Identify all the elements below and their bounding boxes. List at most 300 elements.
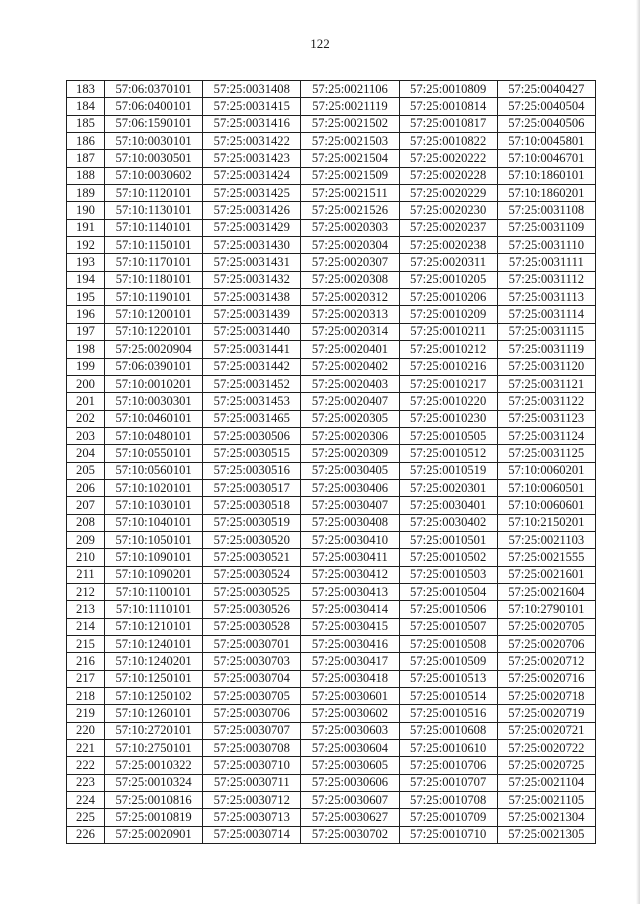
table-row xyxy=(67,306,596,323)
row-number-cell: 183 xyxy=(67,81,105,98)
cadastral-number-cell: 57:25:0010212 xyxy=(399,341,497,358)
cadastral-number-cell: 57:25:0020305 xyxy=(301,410,399,427)
row-number-cell: 222 xyxy=(67,757,105,774)
cadastral-number-cell: 57:25:0030406 xyxy=(301,479,399,496)
cadastral-number-cell: 57:10:1240101 xyxy=(105,636,203,653)
cadastral-number-cell: 57:25:0010512 xyxy=(399,445,497,462)
cadastral-number-cell: 57:25:0031425 xyxy=(203,185,301,202)
cadastral-number-cell: 57:25:0010216 xyxy=(399,358,497,375)
table-row xyxy=(67,531,596,548)
cadastral-number-cell: 57:25:0021526 xyxy=(301,202,399,219)
cadastral-number-cell: 57:25:0031125 xyxy=(497,445,595,462)
cadastral-number-cell: 57:25:0020222 xyxy=(399,150,497,167)
cadastral-number-cell: 57:25:0020303 xyxy=(301,219,399,236)
cadastral-number-cell: 57:25:0030604 xyxy=(301,740,399,757)
cadastral-number-cell: 57:25:0030515 xyxy=(203,445,301,462)
cadastral-number-cell: 57:25:0030405 xyxy=(301,462,399,479)
cadastral-number-cell: 57:25:0020716 xyxy=(497,670,595,687)
cadastral-number-cell: 57:25:0031120 xyxy=(497,358,595,375)
table-row xyxy=(67,81,596,98)
cadastral-number-cell: 57:25:0030408 xyxy=(301,514,399,531)
cadastral-number-cell: 57:10:1190101 xyxy=(105,289,203,306)
row-number-cell: 218 xyxy=(67,688,105,705)
cadastral-number-cell: 57:25:0010610 xyxy=(399,740,497,757)
cadastral-number-cell: 57:25:0030414 xyxy=(301,601,399,618)
cadastral-number-cell: 57:25:0031123 xyxy=(497,410,595,427)
cadastral-number-cell: 57:25:0030415 xyxy=(301,618,399,635)
cadastral-number-cell: 57:25:0020719 xyxy=(497,705,595,722)
cadastral-number-cell: 57:25:0031110 xyxy=(497,237,595,254)
row-number-cell: 225 xyxy=(67,809,105,826)
cadastral-number-cell: 57:25:0010508 xyxy=(399,636,497,653)
table-row xyxy=(67,636,596,653)
cadastral-number-cell: 57:06:0370101 xyxy=(105,81,203,98)
cadastral-number-cell: 57:25:0031113 xyxy=(497,289,595,306)
cadastral-number-cell: 57:25:0031115 xyxy=(497,323,595,340)
cadastral-number-cell: 57:10:0010201 xyxy=(105,375,203,392)
cadastral-number-cell: 57:25:0030712 xyxy=(203,792,301,809)
cadastral-number-cell: 57:10:0030501 xyxy=(105,150,203,167)
cadastral-number-cell: 57:25:0020312 xyxy=(301,289,399,306)
cadastral-number-cell: 57:10:1110101 xyxy=(105,601,203,618)
cadastral-number-cell: 57:25:0021106 xyxy=(301,81,399,98)
cadastral-number-cell: 57:25:0031442 xyxy=(203,358,301,375)
cadastral-number-cell: 57:25:0030506 xyxy=(203,427,301,444)
cadastral-number-cell: 57:10:1140101 xyxy=(105,219,203,236)
cadastral-number-cell: 57:25:0020725 xyxy=(497,757,595,774)
row-number-cell: 189 xyxy=(67,185,105,202)
cadastral-number-cell: 57:25:0030703 xyxy=(203,653,301,670)
cadastral-number-cell: 57:25:0031416 xyxy=(203,115,301,132)
cadastral-number-cell: 57:25:0020313 xyxy=(301,306,399,323)
cadastral-number-cell: 57:25:0010814 xyxy=(399,98,497,115)
cadastral-number-cell: 57:25:0020301 xyxy=(399,479,497,496)
cadastral-number-cell: 57:25:0010519 xyxy=(399,462,497,479)
table-row xyxy=(67,393,596,410)
cadastral-number-cell: 57:25:0030401 xyxy=(399,497,497,514)
cadastral-number-cell: 57:10:1100101 xyxy=(105,583,203,600)
table-row xyxy=(67,410,596,427)
cadastral-number-cell: 57:10:1120101 xyxy=(105,185,203,202)
table-row xyxy=(67,479,596,496)
cadastral-number-cell: 57:10:0480101 xyxy=(105,427,203,444)
table-row xyxy=(67,323,596,340)
cadastral-number-cell: 57:25:0021604 xyxy=(497,583,595,600)
cadastral-number-cell: 57:25:0031112 xyxy=(497,271,595,288)
table-row xyxy=(67,237,596,254)
row-number-cell: 206 xyxy=(67,479,105,496)
cadastral-number-cell: 57:25:0031431 xyxy=(203,254,301,271)
cadastral-number-cell: 57:25:0020237 xyxy=(399,219,497,236)
row-number-cell: 205 xyxy=(67,462,105,479)
cadastral-number-cell: 57:25:0020309 xyxy=(301,445,399,462)
scan-edge-shadow xyxy=(636,0,640,904)
cadastral-number-cell: 57:25:0010507 xyxy=(399,618,497,635)
cadastral-number-cell: 57:25:0030606 xyxy=(301,774,399,791)
cadastral-number-cell: 57:25:0031415 xyxy=(203,98,301,115)
cadastral-number-cell: 57:25:0010505 xyxy=(399,427,497,444)
cadastral-number-cell: 57:25:0030524 xyxy=(203,566,301,583)
row-number-cell: 216 xyxy=(67,653,105,670)
cadastral-number-cell: 57:25:0030410 xyxy=(301,531,399,548)
cadastral-number-cell: 57:25:0020311 xyxy=(399,254,497,271)
cadastral-number-cell: 57:10:0550101 xyxy=(105,445,203,462)
cadastral-number-cell: 57:10:0030301 xyxy=(105,393,203,410)
cadastral-number-cell: 57:25:0031424 xyxy=(203,167,301,184)
table-row xyxy=(67,375,596,392)
cadastral-number-cell: 57:10:1260101 xyxy=(105,705,203,722)
cadastral-number-cell: 57:06:0400101 xyxy=(105,98,203,115)
table-row xyxy=(67,514,596,531)
cadastral-number-cell: 57:25:0010707 xyxy=(399,774,497,791)
cadastral-number-cell: 57:25:0030417 xyxy=(301,653,399,670)
cadastral-number-cell: 57:25:0020705 xyxy=(497,618,595,635)
row-number-cell: 199 xyxy=(67,358,105,375)
cadastral-number-cell: 57:25:0030402 xyxy=(399,514,497,531)
cadastral-number-cell: 57:25:0031465 xyxy=(203,410,301,427)
row-number-cell: 224 xyxy=(67,792,105,809)
table-row xyxy=(67,289,596,306)
table-row xyxy=(67,705,596,722)
cadastral-number-cell: 57:25:0020706 xyxy=(497,636,595,653)
row-number-cell: 207 xyxy=(67,497,105,514)
row-number-cell: 211 xyxy=(67,566,105,583)
row-number-cell: 186 xyxy=(67,133,105,150)
row-number-cell: 203 xyxy=(67,427,105,444)
cadastral-number-cell: 57:25:0031452 xyxy=(203,375,301,392)
cadastral-number-cell: 57:25:0010230 xyxy=(399,410,497,427)
cadastral-number-cell: 57:25:0030603 xyxy=(301,722,399,739)
cadastral-number-cell: 57:25:0030516 xyxy=(203,462,301,479)
cadastral-number-cell: 57:25:0021509 xyxy=(301,167,399,184)
cadastral-number-cell: 57:10:1050101 xyxy=(105,531,203,548)
cadastral-number-cell: 57:06:0390101 xyxy=(105,358,203,375)
cadastral-number-cell: 57:10:1250102 xyxy=(105,688,203,705)
cadastral-number-cell: 57:25:0031438 xyxy=(203,289,301,306)
cadastral-number-cell: 57:25:0030705 xyxy=(203,688,301,705)
row-number-cell: 221 xyxy=(67,740,105,757)
row-number-cell: 212 xyxy=(67,583,105,600)
cadastral-number-cell: 57:25:0030407 xyxy=(301,497,399,514)
cadastral-number-cell: 57:25:0030701 xyxy=(203,636,301,653)
cadastral-number-cell: 57:25:0031430 xyxy=(203,237,301,254)
cadastral-number-cell: 57:25:0031119 xyxy=(497,341,595,358)
cadastral-number-cell: 57:25:0010817 xyxy=(399,115,497,132)
row-number-cell: 202 xyxy=(67,410,105,427)
table-row xyxy=(67,167,596,184)
row-number-cell: 197 xyxy=(67,323,105,340)
cadastral-number-cell: 57:25:0010324 xyxy=(105,774,203,791)
row-number-cell: 204 xyxy=(67,445,105,462)
cadastral-number-cell: 57:25:0030707 xyxy=(203,722,301,739)
cadastral-number-cell: 57:25:0010513 xyxy=(399,670,497,687)
cadastral-number-cell: 57:10:1210101 xyxy=(105,618,203,635)
table-row xyxy=(67,358,596,375)
cadastral-number-cell: 57:10:0030101 xyxy=(105,133,203,150)
table-row xyxy=(67,254,596,271)
cadastral-number-cell: 57:25:0020402 xyxy=(301,358,399,375)
table-row xyxy=(67,271,596,288)
cadastral-number-cell: 57:25:0010220 xyxy=(399,393,497,410)
row-number-cell: 185 xyxy=(67,115,105,132)
cadastral-number-cell: 57:25:0030418 xyxy=(301,670,399,687)
table-row xyxy=(67,757,596,774)
cadastral-number-cell: 57:25:0021555 xyxy=(497,549,595,566)
table-row xyxy=(67,722,596,739)
row-number-cell: 217 xyxy=(67,670,105,687)
cadastral-number-cell: 57:25:0031124 xyxy=(497,427,595,444)
cadastral-number-cell: 57:10:0030602 xyxy=(105,167,203,184)
row-number-cell: 194 xyxy=(67,271,105,288)
cadastral-number-cell: 57:25:0031432 xyxy=(203,271,301,288)
cadastral-number-cell: 57:25:0010504 xyxy=(399,583,497,600)
table-row xyxy=(67,341,596,358)
cadastral-number-cell: 57:10:1130101 xyxy=(105,202,203,219)
table-row xyxy=(67,774,596,791)
cadastral-number-cell: 57:25:0010819 xyxy=(105,809,203,826)
cadastral-number-cell: 57:25:0030413 xyxy=(301,583,399,600)
cadastral-number-cell: 57:25:0030605 xyxy=(301,757,399,774)
cadastral-number-cell: 57:25:0010608 xyxy=(399,722,497,739)
row-number-cell: 192 xyxy=(67,237,105,254)
cadastral-number-cell: 57:25:0031429 xyxy=(203,219,301,236)
cadastral-number-cell: 57:25:0010809 xyxy=(399,81,497,98)
table-row xyxy=(67,670,596,687)
cadastral-number-cell: 57:25:0020901 xyxy=(105,826,203,843)
table-row xyxy=(67,462,596,479)
row-number-cell: 208 xyxy=(67,514,105,531)
cadastral-number-cell: 57:25:0020304 xyxy=(301,237,399,254)
cadastral-number-cell: 57:10:1860201 xyxy=(497,185,595,202)
cadastral-number-cell: 57:25:0010501 xyxy=(399,531,497,548)
cadastral-number-cell: 57:25:0020228 xyxy=(399,167,497,184)
cadastral-number-cell: 57:25:0021104 xyxy=(497,774,595,791)
cadastral-number-cell: 57:25:0031122 xyxy=(497,393,595,410)
cadastral-number-cell: 57:25:0031111 xyxy=(497,254,595,271)
cadastral-number-cell: 57:25:0030711 xyxy=(203,774,301,791)
cadastral-number-cell: 57:25:0010709 xyxy=(399,809,497,826)
cadastral-number-cell: 57:25:0020904 xyxy=(105,341,203,358)
table-row xyxy=(67,618,596,635)
row-number-cell: 213 xyxy=(67,601,105,618)
table-row xyxy=(67,497,596,514)
table-row xyxy=(67,202,596,219)
table-row xyxy=(67,150,596,167)
cadastral-number-cell: 57:25:0030602 xyxy=(301,705,399,722)
table-row xyxy=(67,792,596,809)
cadastral-number-cell: 57:25:0010209 xyxy=(399,306,497,323)
table-row xyxy=(67,583,596,600)
cadastral-number-cell: 57:25:0030706 xyxy=(203,705,301,722)
row-number-cell: 188 xyxy=(67,167,105,184)
cadastral-number-cell: 57:25:0020314 xyxy=(301,323,399,340)
cadastral-number-cell: 57:10:1150101 xyxy=(105,237,203,254)
row-number-cell: 200 xyxy=(67,375,105,392)
cadastral-number-cell: 57:25:0030525 xyxy=(203,583,301,600)
cadastral-number-cell: 57:25:0031114 xyxy=(497,306,595,323)
table-row xyxy=(67,601,596,618)
cadastral-number-cell: 57:10:2720101 xyxy=(105,722,203,739)
cadastral-number-cell: 57:10:0560101 xyxy=(105,462,203,479)
cadastral-number-cell: 57:25:0031408 xyxy=(203,81,301,98)
row-number-cell: 187 xyxy=(67,150,105,167)
row-number-cell: 191 xyxy=(67,219,105,236)
cadastral-number-cell: 57:25:0030528 xyxy=(203,618,301,635)
table-row xyxy=(67,826,596,843)
cadastral-number-cell: 57:25:0010502 xyxy=(399,549,497,566)
table-body xyxy=(67,81,596,844)
cadastral-number-cell: 57:10:1220101 xyxy=(105,323,203,340)
cadastral-number-cell: 57:25:0030521 xyxy=(203,549,301,566)
cadastral-number-cell: 57:10:1240201 xyxy=(105,653,203,670)
cadastral-number-cell: 57:25:0030702 xyxy=(301,826,399,843)
cadastral-number-cell: 57:25:0040427 xyxy=(497,81,595,98)
cadastral-number-cell: 57:25:0030518 xyxy=(203,497,301,514)
cadastral-number-cell: 57:10:1860101 xyxy=(497,167,595,184)
cadastral-number-cell: 57:10:2790101 xyxy=(497,601,595,618)
row-number-cell: 214 xyxy=(67,618,105,635)
cadastral-number-cell: 57:25:0031108 xyxy=(497,202,595,219)
cadastral-number-cell: 57:10:1200101 xyxy=(105,306,203,323)
cadastral-number-cell: 57:06:1590101 xyxy=(105,115,203,132)
cadastral-number-cell: 57:10:0060201 xyxy=(497,462,595,479)
cadastral-number-cell: 57:25:0010211 xyxy=(399,323,497,340)
table-row xyxy=(67,133,596,150)
cadastral-number-cell: 57:25:0031109 xyxy=(497,219,595,236)
cadastral-number-cell: 57:25:0021304 xyxy=(497,809,595,826)
cadastral-number-cell: 57:25:0040506 xyxy=(497,115,595,132)
cadastral-number-cell: 57:25:0030627 xyxy=(301,809,399,826)
cadastral-number-cell: 57:25:0031439 xyxy=(203,306,301,323)
cadastral-number-cell: 57:25:0020401 xyxy=(301,341,399,358)
cadastral-number-cell: 57:10:2750101 xyxy=(105,740,203,757)
row-number-cell: 196 xyxy=(67,306,105,323)
cadastral-number-cell: 57:25:0030412 xyxy=(301,566,399,583)
cadastral-number-cell: 57:25:0020306 xyxy=(301,427,399,444)
cadastral-number-cell: 57:25:0030411 xyxy=(301,549,399,566)
cadastral-number-cell: 57:25:0010205 xyxy=(399,271,497,288)
cadastral-number-cell: 57:25:0031423 xyxy=(203,150,301,167)
page-number: 122 xyxy=(310,36,330,51)
row-number-cell: 226 xyxy=(67,826,105,843)
cadastral-table-container xyxy=(66,80,595,844)
cadastral-number-cell: 57:25:0030713 xyxy=(203,809,301,826)
cadastral-number-cell: 57:25:0010509 xyxy=(399,653,497,670)
cadastral-number-cell: 57:25:0010816 xyxy=(105,792,203,809)
table-row xyxy=(67,566,596,583)
cadastral-number-cell: 57:25:0010516 xyxy=(399,705,497,722)
row-number-cell: 190 xyxy=(67,202,105,219)
cadastral-number-cell: 57:10:1180101 xyxy=(105,271,203,288)
cadastral-number-cell: 57:25:0020308 xyxy=(301,271,399,288)
row-number-cell: 201 xyxy=(67,393,105,410)
row-number-cell: 219 xyxy=(67,705,105,722)
cadastral-number-cell: 57:25:0020721 xyxy=(497,722,595,739)
cadastral-number-cell: 57:10:0060601 xyxy=(497,497,595,514)
cadastral-number-cell: 57:10:1170101 xyxy=(105,254,203,271)
cadastral-number-cell: 57:25:0020230 xyxy=(399,202,497,219)
cadastral-number-cell: 57:25:0031426 xyxy=(203,202,301,219)
cadastral-number-cell: 57:25:0030714 xyxy=(203,826,301,843)
cadastral-number-cell: 57:25:0030517 xyxy=(203,479,301,496)
cadastral-number-cell: 57:25:0020718 xyxy=(497,688,595,705)
row-number-cell: 210 xyxy=(67,549,105,566)
table-row xyxy=(67,740,596,757)
table-row xyxy=(67,809,596,826)
table-row xyxy=(67,688,596,705)
cadastral-number-cell: 57:10:0046701 xyxy=(497,150,595,167)
cadastral-number-cell: 57:25:0010822 xyxy=(399,133,497,150)
row-number-cell: 220 xyxy=(67,722,105,739)
cadastral-number-cell: 57:10:2150201 xyxy=(497,514,595,531)
cadastral-number-cell: 57:25:0030708 xyxy=(203,740,301,757)
cadastral-number-cell: 57:25:0020712 xyxy=(497,653,595,670)
cadastral-number-cell: 57:25:0010503 xyxy=(399,566,497,583)
row-number-cell: 209 xyxy=(67,531,105,548)
row-number-cell: 198 xyxy=(67,341,105,358)
cadastral-number-cell: 57:10:1090201 xyxy=(105,566,203,583)
row-number-cell: 223 xyxy=(67,774,105,791)
cadastral-number-cell: 57:10:1020101 xyxy=(105,479,203,496)
cadastral-number-cell: 57:25:0021305 xyxy=(497,826,595,843)
table-row xyxy=(67,427,596,444)
cadastral-number-cell: 57:10:0460101 xyxy=(105,410,203,427)
cadastral-number-cell: 57:10:1250101 xyxy=(105,670,203,687)
cadastral-number-cell: 57:25:0030416 xyxy=(301,636,399,653)
cadastral-number-cell: 57:25:0020403 xyxy=(301,375,399,392)
cadastral-number-cell: 57:25:0010322 xyxy=(105,757,203,774)
cadastral-number-cell: 57:25:0010708 xyxy=(399,792,497,809)
cadastral-number-cell: 57:25:0020307 xyxy=(301,254,399,271)
row-number-cell: 184 xyxy=(67,98,105,115)
cadastral-number-cell: 57:25:0031440 xyxy=(203,323,301,340)
row-number-cell: 193 xyxy=(67,254,105,271)
cadastral-number-cell: 57:25:0040504 xyxy=(497,98,595,115)
table-row xyxy=(67,115,596,132)
cadastral-number-cell: 57:25:0010206 xyxy=(399,289,497,306)
cadastral-number-cell: 57:25:0021103 xyxy=(497,531,595,548)
row-number-cell: 215 xyxy=(67,636,105,653)
row-number-cell: 195 xyxy=(67,289,105,306)
cadastral-number-cell: 57:25:0030607 xyxy=(301,792,399,809)
cadastral-number-cell: 57:25:0010506 xyxy=(399,601,497,618)
cadastral-number-cell: 57:25:0021601 xyxy=(497,566,595,583)
cadastral-number-cell: 57:10:0060501 xyxy=(497,479,595,496)
cadastral-number-cell: 57:25:0021502 xyxy=(301,115,399,132)
cadastral-number-cell: 57:25:0030704 xyxy=(203,670,301,687)
cadastral-number-cell: 57:25:0010710 xyxy=(399,826,497,843)
cadastral-number-cell: 57:25:0031121 xyxy=(497,375,595,392)
table-row xyxy=(67,445,596,462)
cadastral-number-cell: 57:25:0030520 xyxy=(203,531,301,548)
table-row xyxy=(67,653,596,670)
cadastral-number-cell: 57:10:0045801 xyxy=(497,133,595,150)
cadastral-number-cell: 57:25:0030601 xyxy=(301,688,399,705)
cadastral-number-cell: 57:10:1090101 xyxy=(105,549,203,566)
cadastral-number-cell: 57:25:0031441 xyxy=(203,341,301,358)
cadastral-number-cell: 57:25:0021504 xyxy=(301,150,399,167)
cadastral-number-cell: 57:25:0020722 xyxy=(497,740,595,757)
cadastral-number-cell: 57:25:0020229 xyxy=(399,185,497,202)
table-row xyxy=(67,549,596,566)
cadastral-numbers-table xyxy=(66,80,596,844)
cadastral-number-cell: 57:10:1040101 xyxy=(105,514,203,531)
cadastral-number-cell: 57:25:0021105 xyxy=(497,792,595,809)
table-row xyxy=(67,219,596,236)
cadastral-number-cell: 57:25:0030710 xyxy=(203,757,301,774)
table-row xyxy=(67,185,596,202)
table-row xyxy=(67,98,596,115)
